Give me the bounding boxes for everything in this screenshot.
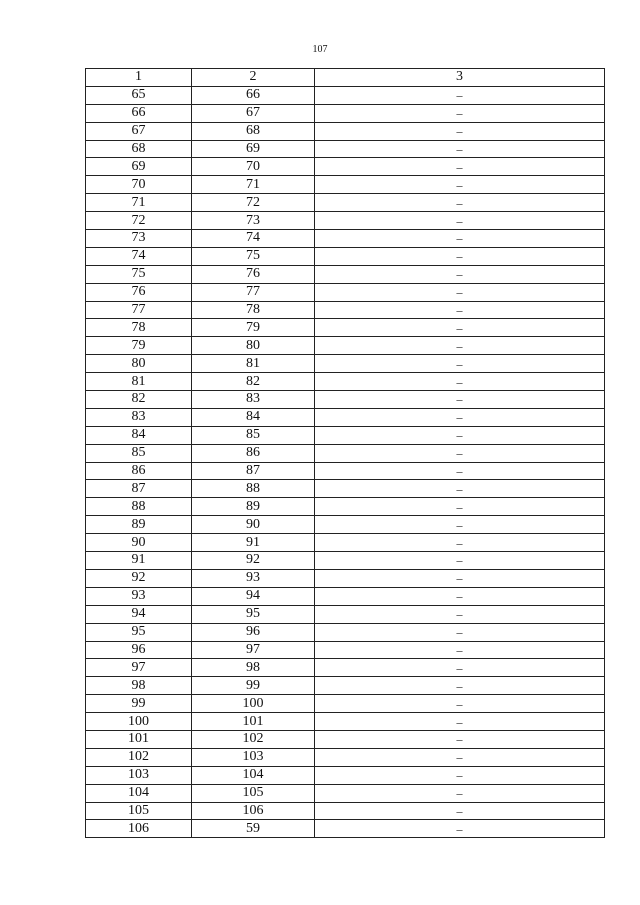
- table-cell: 85: [192, 426, 315, 444]
- table-cell: 100: [192, 695, 315, 713]
- table-cell: 84: [192, 408, 315, 426]
- table-cell: –: [315, 695, 605, 713]
- table-cell: 69: [86, 158, 192, 176]
- table-cell: –: [315, 498, 605, 516]
- table-cell: 68: [86, 140, 192, 158]
- table-row: [86, 695, 605, 713]
- table-cell: 87: [192, 462, 315, 480]
- table-cell: 96: [192, 623, 315, 641]
- table-cell: –: [315, 355, 605, 373]
- table-cell: –: [315, 677, 605, 695]
- table-row: [86, 713, 605, 731]
- table-cell: –: [315, 766, 605, 784]
- table-cell: –: [315, 659, 605, 677]
- table-cell: 77: [192, 283, 315, 301]
- table-cell: –: [315, 283, 605, 301]
- table-row: [86, 766, 605, 784]
- table-row: [86, 408, 605, 426]
- table-cell: 82: [86, 391, 192, 409]
- table-cell: 102: [86, 748, 192, 766]
- table-row: [86, 247, 605, 265]
- table-cell: 97: [86, 659, 192, 677]
- table-row: [86, 677, 605, 695]
- table-cell: 94: [192, 587, 315, 605]
- table-cell: 92: [86, 569, 192, 587]
- table-cell: –: [315, 552, 605, 570]
- table-cell: 67: [192, 104, 315, 122]
- table-row: [86, 802, 605, 820]
- table-cell: –: [315, 301, 605, 319]
- column-header: 3: [315, 69, 605, 87]
- table-cell: 85: [86, 444, 192, 462]
- table-cell: –: [315, 86, 605, 104]
- table-cell: 103: [86, 766, 192, 784]
- table-cell: 89: [192, 498, 315, 516]
- table-header-row: [86, 69, 605, 87]
- table-row: [86, 498, 605, 516]
- table-cell: –: [315, 337, 605, 355]
- table-cell: –: [315, 176, 605, 194]
- table-cell: 75: [86, 265, 192, 283]
- table-cell: 98: [192, 659, 315, 677]
- table-body: [86, 86, 605, 837]
- table-cell: –: [315, 122, 605, 140]
- table-row: [86, 444, 605, 462]
- table-cell: 70: [86, 176, 192, 194]
- table-cell: 81: [192, 355, 315, 373]
- table-row: [86, 230, 605, 248]
- table-cell: –: [315, 391, 605, 409]
- table-row: [86, 158, 605, 176]
- table-cell: 86: [86, 462, 192, 480]
- table-row: [86, 748, 605, 766]
- table-row: [86, 194, 605, 212]
- table-cell: 70: [192, 158, 315, 176]
- table-cell: 99: [86, 695, 192, 713]
- table-cell: –: [315, 748, 605, 766]
- table-cell: –: [315, 784, 605, 802]
- table-cell: 95: [192, 605, 315, 623]
- table-row: [86, 337, 605, 355]
- table-cell: 105: [192, 784, 315, 802]
- table-cell: 82: [192, 373, 315, 391]
- table-cell: 75: [192, 247, 315, 265]
- table-row: [86, 104, 605, 122]
- table-cell: 76: [86, 283, 192, 301]
- table-cell: –: [315, 641, 605, 659]
- table-row: [86, 319, 605, 337]
- table-row: [86, 552, 605, 570]
- table-cell: 101: [86, 730, 192, 748]
- table-row: [86, 373, 605, 391]
- table-cell: –: [315, 605, 605, 623]
- table-cell: 94: [86, 605, 192, 623]
- table-row: [86, 587, 605, 605]
- table-cell: 93: [86, 587, 192, 605]
- table-cell: 78: [192, 301, 315, 319]
- table-cell: 88: [86, 498, 192, 516]
- table-cell: 72: [86, 212, 192, 230]
- table-cell: 73: [192, 212, 315, 230]
- table-row: [86, 516, 605, 534]
- table-cell: 74: [192, 230, 315, 248]
- table-cell: 89: [86, 516, 192, 534]
- table-cell: –: [315, 587, 605, 605]
- table-cell: 66: [192, 86, 315, 104]
- table-cell: 77: [86, 301, 192, 319]
- table-cell: 91: [86, 552, 192, 570]
- table-cell: –: [315, 569, 605, 587]
- table-row: [86, 641, 605, 659]
- table-cell: 69: [192, 140, 315, 158]
- table-cell: 67: [86, 122, 192, 140]
- table-cell: –: [315, 230, 605, 248]
- table-row: [86, 86, 605, 104]
- table-cell: 100: [86, 713, 192, 731]
- table-cell: –: [315, 480, 605, 498]
- table-cell: –: [315, 194, 605, 212]
- table-row: [86, 122, 605, 140]
- table-row: [86, 534, 605, 552]
- table-row: [86, 659, 605, 677]
- table-cell: 68: [192, 122, 315, 140]
- table-cell: 80: [192, 337, 315, 355]
- table-cell: 83: [86, 408, 192, 426]
- table-cell: 84: [86, 426, 192, 444]
- table-row: [86, 301, 605, 319]
- table-cell: –: [315, 104, 605, 122]
- table-cell: –: [315, 462, 605, 480]
- table-cell: –: [315, 516, 605, 534]
- table-cell: 80: [86, 355, 192, 373]
- table-row: [86, 820, 605, 838]
- table-cell: 72: [192, 194, 315, 212]
- table-cell: 102: [192, 730, 315, 748]
- table-cell: 93: [192, 569, 315, 587]
- table-cell: 66: [86, 104, 192, 122]
- table-row: [86, 265, 605, 283]
- table-cell: –: [315, 140, 605, 158]
- table-cell: 59: [192, 820, 315, 838]
- table-cell: –: [315, 534, 605, 552]
- table-cell: 88: [192, 480, 315, 498]
- table-cell: 98: [86, 677, 192, 695]
- table-cell: 71: [86, 194, 192, 212]
- table-cell: 104: [86, 784, 192, 802]
- column-header: 2: [192, 69, 315, 87]
- table-cell: –: [315, 802, 605, 820]
- table-cell: –: [315, 730, 605, 748]
- table-cell: 79: [86, 337, 192, 355]
- table-cell: –: [315, 426, 605, 444]
- table-row: [86, 569, 605, 587]
- table-cell: 79: [192, 319, 315, 337]
- table-cell: –: [315, 820, 605, 838]
- table-cell: 105: [86, 802, 192, 820]
- table-cell: 90: [86, 534, 192, 552]
- table-cell: 101: [192, 713, 315, 731]
- table-row: [86, 176, 605, 194]
- table-row: [86, 283, 605, 301]
- table-cell: –: [315, 158, 605, 176]
- table-row: [86, 623, 605, 641]
- table-row: [86, 730, 605, 748]
- table-cell: 74: [86, 247, 192, 265]
- table-cell: –: [315, 212, 605, 230]
- table-row: [86, 480, 605, 498]
- table-cell: –: [315, 319, 605, 337]
- table-cell: 81: [86, 373, 192, 391]
- table-cell: 73: [86, 230, 192, 248]
- table-row: [86, 426, 605, 444]
- table-cell: –: [315, 623, 605, 641]
- table-row: [86, 212, 605, 230]
- table-cell: 99: [192, 677, 315, 695]
- table-cell: 83: [192, 391, 315, 409]
- table-row: [86, 462, 605, 480]
- table-cell: 104: [192, 766, 315, 784]
- table-cell: 76: [192, 265, 315, 283]
- table-cell: 91: [192, 534, 315, 552]
- table-row: [86, 784, 605, 802]
- table-cell: –: [315, 713, 605, 731]
- table-cell: 86: [192, 444, 315, 462]
- table-header: [86, 69, 605, 87]
- table-row: [86, 605, 605, 623]
- table-row: [86, 391, 605, 409]
- table-cell: 103: [192, 748, 315, 766]
- table-cell: 95: [86, 623, 192, 641]
- table-cell: 87: [86, 480, 192, 498]
- table-cell: 97: [192, 641, 315, 659]
- table-cell: 90: [192, 516, 315, 534]
- table-cell: 106: [86, 820, 192, 838]
- table-cell: 65: [86, 86, 192, 104]
- table-cell: –: [315, 373, 605, 391]
- table-row: [86, 140, 605, 158]
- table-cell: 106: [192, 802, 315, 820]
- table-cell: 92: [192, 552, 315, 570]
- table-cell: 71: [192, 176, 315, 194]
- table-cell: 96: [86, 641, 192, 659]
- table-cell: –: [315, 444, 605, 462]
- column-header: 1: [86, 69, 192, 87]
- table-cell: –: [315, 265, 605, 283]
- table-cell: –: [315, 408, 605, 426]
- table-cell: 78: [86, 319, 192, 337]
- table-row: [86, 355, 605, 373]
- table-cell: –: [315, 247, 605, 265]
- page-number: 107: [312, 44, 328, 55]
- data-table: [85, 68, 605, 838]
